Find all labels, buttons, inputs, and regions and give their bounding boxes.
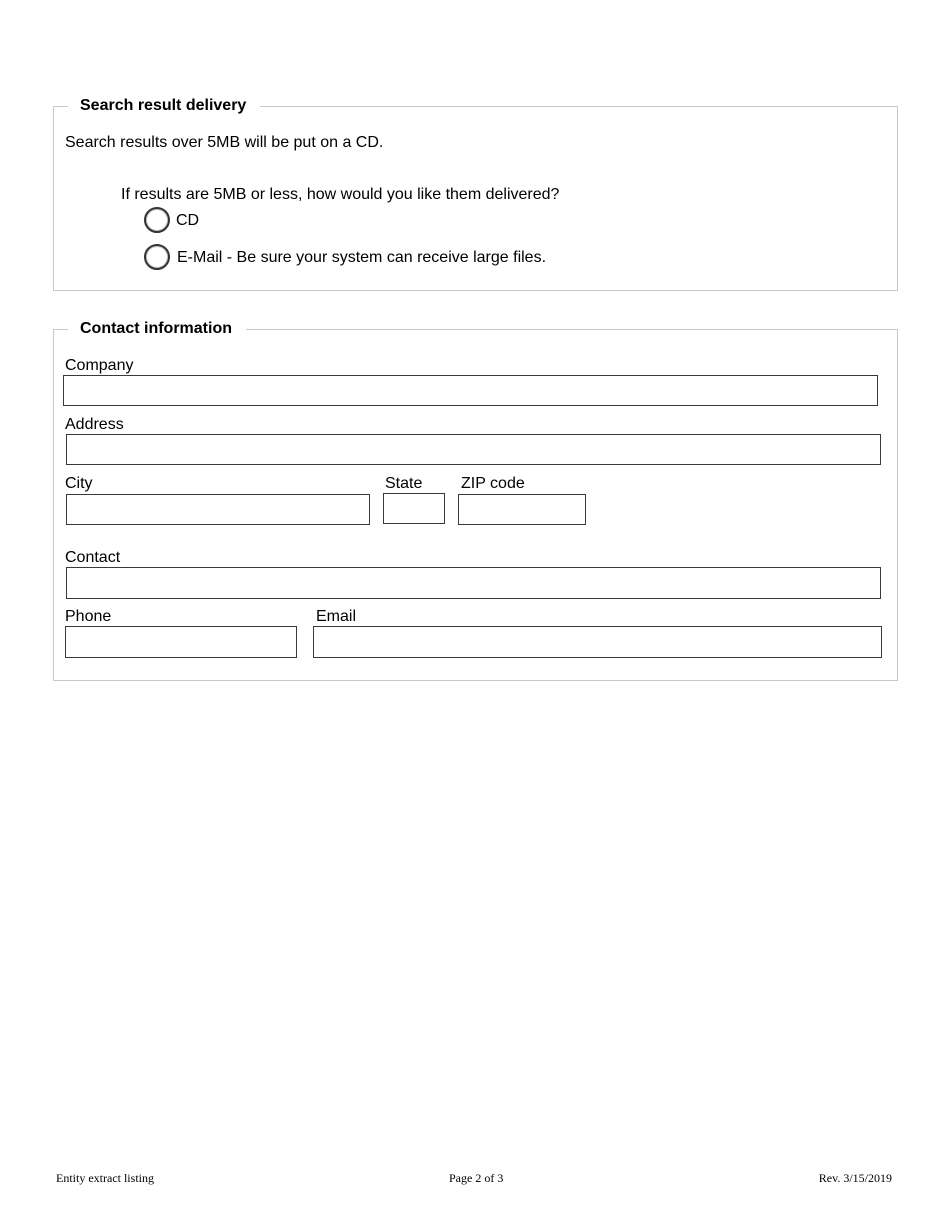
- company-input[interactable]: [63, 375, 878, 406]
- address-input[interactable]: [66, 434, 881, 465]
- company-label: Company: [65, 357, 134, 374]
- state-label: State: [385, 475, 423, 492]
- phone-input[interactable]: [65, 626, 297, 658]
- contact-label: Contact: [65, 549, 121, 566]
- zip-input[interactable]: [458, 494, 586, 525]
- email-label: Email: [316, 608, 357, 625]
- phone-label: Phone: [65, 608, 112, 625]
- address-label: Address: [65, 416, 124, 433]
- radio-email-label: E-Mail - Be sure your system can receive large files.: [177, 249, 547, 266]
- delivery-note: Search results over 5MB will be put on a CD.: [65, 134, 384, 151]
- radio-email[interactable]: [144, 244, 170, 270]
- zip-label: ZIP code: [461, 475, 525, 492]
- city-input[interactable]: [66, 494, 370, 525]
- city-label: City: [65, 475, 93, 492]
- state-input[interactable]: [383, 493, 445, 524]
- contact-input[interactable]: [66, 567, 881, 599]
- radio-cd-label: CD: [176, 212, 200, 229]
- search-result-delivery-title: Search result delivery: [68, 96, 260, 116]
- contact-information-title: Contact information: [68, 319, 246, 339]
- footer-page-number: Page 2 of 3: [449, 1171, 504, 1185]
- email-input[interactable]: [313, 626, 882, 658]
- footer-revision: Rev. 3/15/2019: [818, 1171, 892, 1185]
- footer-form-name: Entity extract listing: [56, 1171, 154, 1185]
- delivery-question: If results are 5MB or less, how would you like them delivered?: [121, 186, 560, 203]
- radio-cd[interactable]: [144, 207, 170, 233]
